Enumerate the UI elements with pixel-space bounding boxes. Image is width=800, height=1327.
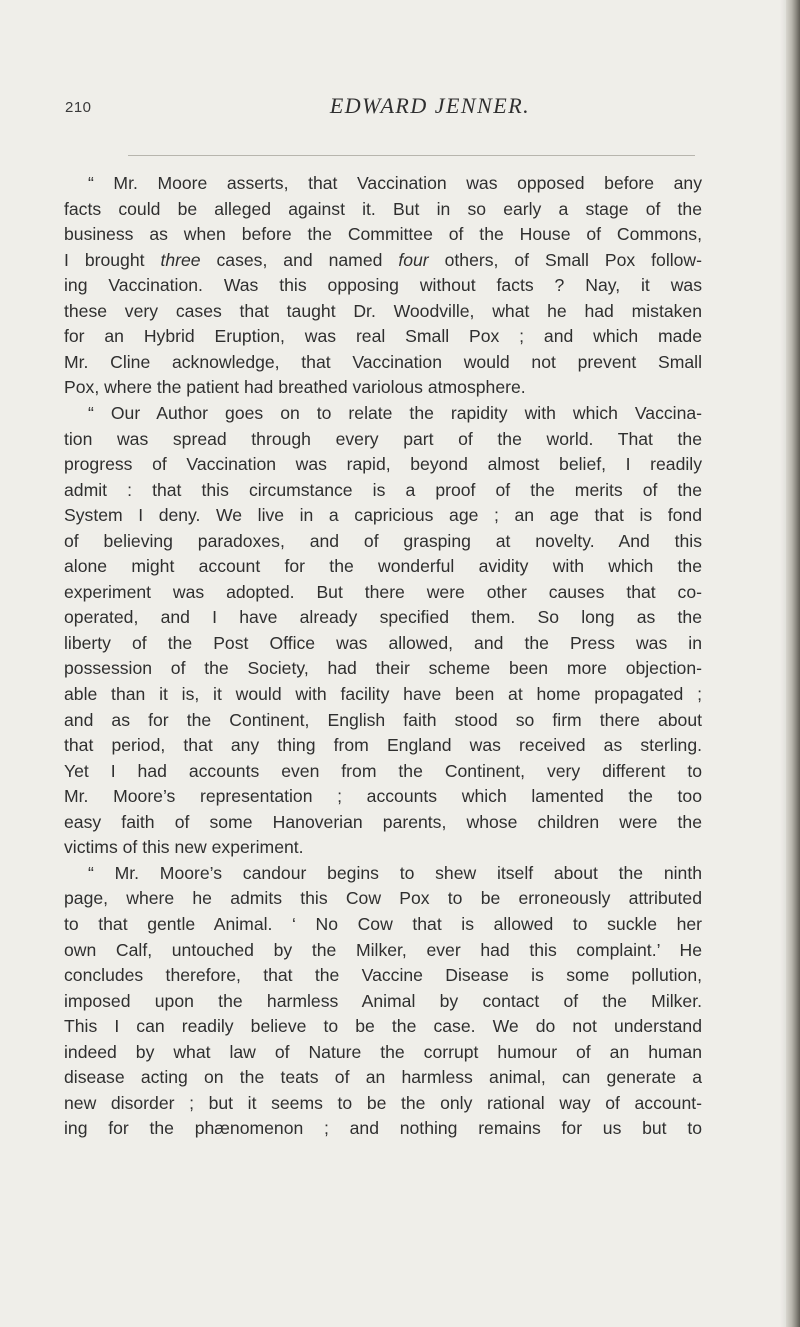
text-line-content: ing Vaccination. Was this opposing without facts ? Nay, it was — [64, 275, 702, 296]
text-line — [0, 502, 800, 528]
text-line-content: that period, that any thing from England was received as sterling. — [64, 735, 702, 756]
text-line-content: “ Mr. Moore’s candour begins to shew itself about the ninth — [88, 862, 702, 883]
page-number: 210 — [65, 99, 92, 116]
text-line — [0, 528, 800, 554]
text-line — [0, 783, 800, 809]
text-line — [0, 400, 800, 426]
text-line — [0, 1039, 800, 1065]
text-line-content: own Calf, untouched by the Milker, ever had this complaint.’ He — [64, 939, 702, 960]
text-line-content: experiment was adopted. But there were other causes that co- — [64, 581, 702, 602]
text-line — [0, 1090, 800, 1116]
text-line-content: System I deny. We live in a capricious age ; an age that is fond — [64, 505, 702, 526]
text-line — [0, 681, 800, 707]
text-line — [0, 1013, 800, 1039]
text-line — [0, 937, 800, 963]
text-line-content: progress of Vaccination was rapid, beyond almost belief, I readily — [64, 454, 702, 475]
text-line-content: disease acting on the teats of an harmless animal, can generate a — [64, 1067, 702, 1088]
text-line-content: liberty of the Post Office was allowed, and the Press was in — [64, 632, 702, 653]
text-line — [0, 962, 800, 988]
text-run: I brought — [64, 249, 161, 270]
text-line — [0, 579, 800, 605]
text-line-content: of believing paradoxes, and of grasping at novelty. And this — [64, 530, 702, 551]
text-line-content: Yet I had accounts even from the Continent, very different to — [64, 760, 702, 781]
text-line-content: “ Mr. Moore asserts, that Vaccination was opposed before any — [88, 173, 702, 193]
text-line — [0, 707, 800, 733]
text-line — [0, 988, 800, 1014]
text-line — [0, 196, 800, 222]
text-line — [0, 553, 800, 579]
text-line — [0, 758, 800, 784]
text-line — [0, 655, 800, 681]
text-line-content: these very cases that taught Dr. Woodville, what he had mistaken — [64, 300, 702, 321]
text-line-content: and as for the Continent, English faith stood so firm there about — [64, 709, 702, 730]
text-line — [0, 732, 800, 758]
text-line-content: new disorder ; but it seems to be the only rational way of account- — [64, 1092, 702, 1113]
text-line-content: Mr. Cline acknowledge, that Vaccination would not prevent Small — [64, 351, 702, 372]
text-line-content: This I can readily believe to be the case. We do not understand — [64, 1016, 702, 1037]
text-line-content: operated, and I have already specified them. So long as the — [64, 607, 702, 628]
text-line — [0, 170, 800, 196]
text-line-content: able than it is, it would with facility have been at home propagated ; — [64, 684, 702, 704]
text-line — [0, 426, 800, 452]
text-line-content: imposed upon the harmless Animal by contact of the Milker. — [64, 990, 702, 1011]
text-line-content: tion was spread through every part of the world. That the — [64, 428, 702, 449]
text-run: others, of Small Pox follow- — [428, 249, 702, 270]
text-line-content: admit : that this circumstance is a proof of the merits of the — [64, 479, 702, 500]
running-head: EDWARD JENNER. — [329, 93, 531, 118]
text-line-content: Pox, where the patient had breathed variolous atmosphere. — [64, 377, 526, 398]
text-line-content: ing for the phænomenon ; and nothing remains for us but to — [64, 1118, 702, 1139]
text-line — [0, 885, 800, 911]
text-line-content: “ Our Author goes on to relate the rapidity with which Vaccina- — [88, 402, 702, 423]
text-line-content: business as when before the Committee of the House of Commons, — [64, 224, 702, 245]
text-line-content: indeed by what law of Nature the corrupt humour of an human — [64, 1041, 702, 1062]
text-line-content: alone might account for the wonderful avidity with which the — [64, 556, 702, 577]
text-line — [0, 298, 800, 324]
text-line — [0, 1115, 800, 1141]
text-line — [0, 247, 800, 273]
text-line — [0, 374, 800, 400]
text-line — [0, 477, 800, 503]
body-text — [0, 170, 800, 1310]
text-line-content: page, where he admits this Cow Pox to be erroneously attributed — [64, 888, 702, 909]
text-line — [0, 604, 800, 630]
text-line — [0, 349, 800, 375]
text-line-content: Mr. Moore’s representation ; accounts which lamented the too — [64, 786, 702, 807]
text-run: cases, and named — [200, 249, 399, 270]
text-line-content: easy faith of some Hanoverian parents, whose children were the — [64, 811, 702, 832]
header-rule — [128, 155, 695, 156]
text-line — [0, 630, 800, 656]
text-line — [0, 323, 800, 349]
text-line-content: facts could be alleged against it. But in so early a stage of the — [64, 198, 702, 219]
text-line-content: victims of this new experiment. — [64, 837, 304, 858]
text-line — [0, 860, 800, 886]
text-line-content: possession of the Society, had their scheme been more objection- — [64, 658, 702, 679]
italic-emphasis: four — [398, 249, 429, 270]
italic-emphasis: three — [160, 249, 201, 270]
text-line — [0, 911, 800, 937]
text-line — [0, 221, 800, 247]
page-header — [0, 93, 800, 133]
text-line-content — [64, 247, 702, 273]
text-line-content: to that gentle Animal. ‘ No Cow that is allowed to suckle her — [64, 913, 702, 934]
text-line-content: concludes therefore, that the Vaccine Disease is some pollution, — [64, 965, 702, 986]
text-line-content: for an Hybrid Eruption, was real Small Pox ; and which made — [64, 326, 702, 347]
text-line — [0, 272, 800, 298]
text-line — [0, 1064, 800, 1090]
text-line — [0, 451, 800, 477]
text-line — [0, 809, 800, 835]
text-line — [0, 834, 800, 860]
